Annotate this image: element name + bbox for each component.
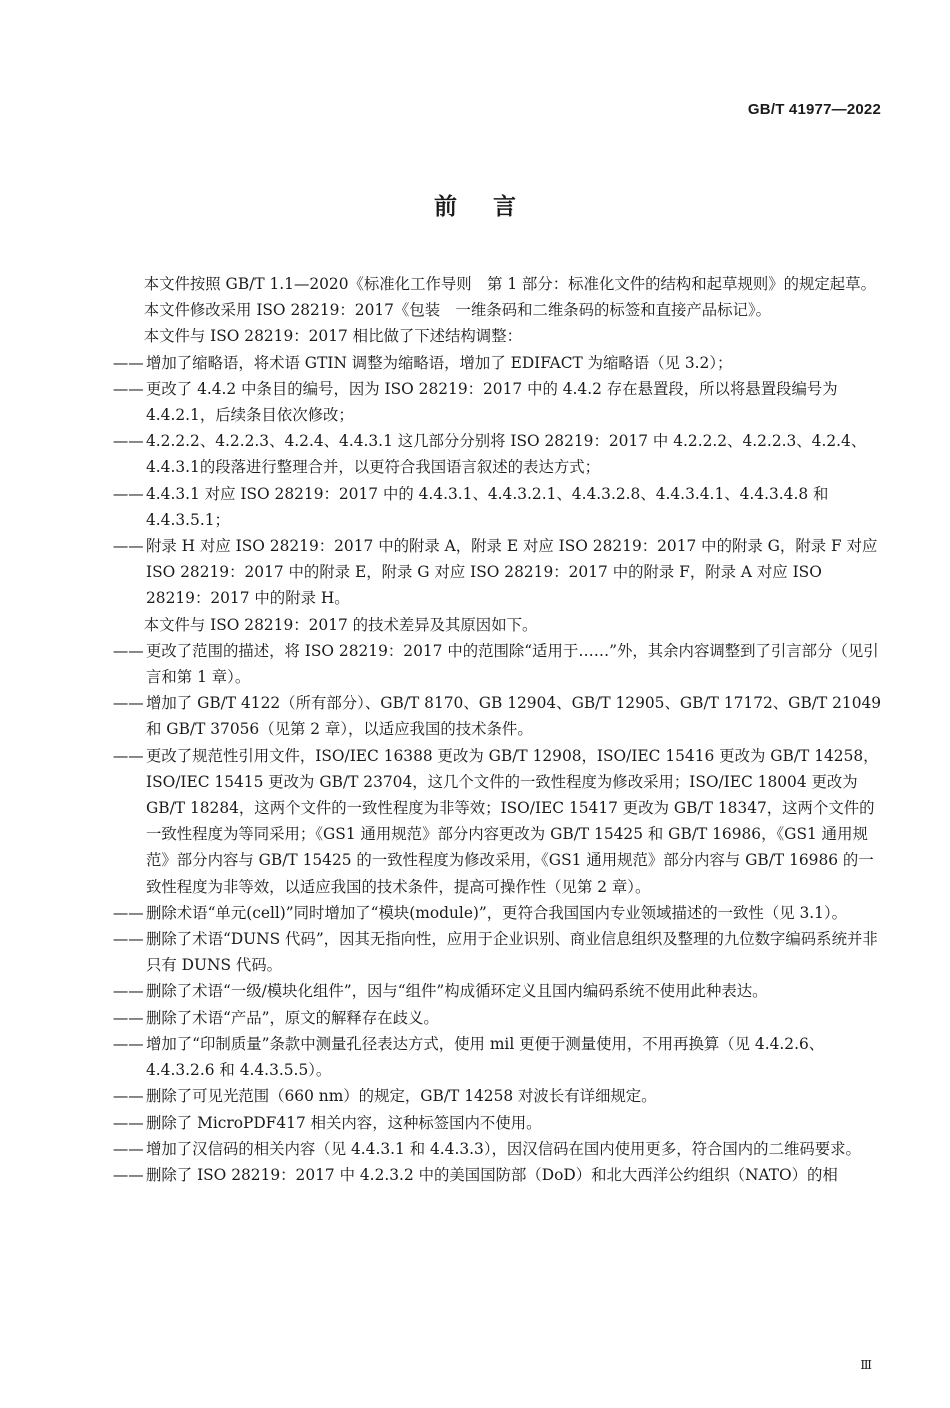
list-item: —— 4.4.3.1 对应 ISO 28219：2017 中的 4.4.3.1、4.4.3.2.1、4.4.3.2.8、4.4.3.4.1、4.4.3.4.8 和 4.4.3.5.1； <box>113 481 886 533</box>
paragraph-drafting-rules: 本文件按照 GB/T 1.1—2020《标准化工作导则 第 1 部分：标准化文件的结构和起草规则》的规定起草。 <box>143 275 876 293</box>
list-item: —— 4.2.2.2、4.2.2.3、4.2.4、4.4.3.1 这几部分分别将 ISO 28219：2017 中 4.2.2.2、4.2.2.3、4.2.4、4.4.3.1的段落进行整理合并，以更符合我国语言叙述的表达方式； <box>113 428 886 480</box>
list-item: —— 增加了缩略语，将术语 GTIN 调整为缩略语，增加了 EDIFACT 为缩略语（见 3.2）； <box>113 350 886 376</box>
list-item: —— 附录 H 对应 ISO 28219：2017 中的附录 A，附录 E 对应 ISO 28219：2017 中的附录 G，附录 F 对应 ISO 28219：2017 中的附录 E，附录 G 对应 ISO 28219：2017 中的附录 F，附录 A 对应 ISO 28219：2017 中的附录 H。 <box>113 533 886 612</box>
dash-marker: —— <box>112 746 144 765</box>
structural-changes-list <box>112 350 886 612</box>
list-item: —— 删除了术语“一级/模块化组件”，因与“组件”构成循环定义且国内编码系统不使用此种表达。 <box>113 978 886 1004</box>
list-item: —— 删除了 MicroPDF417 相关内容，这种标签国内不使用。 <box>113 1110 886 1136</box>
list-item: —— 增加了汉信码的相关内容（见 4.4.3.1 和 4.4.3.3），因汉信码在国内使用更多，符合国内的二维码要求。 <box>113 1136 886 1162</box>
dash-marker: —— <box>112 432 144 451</box>
list-item: —— 更改了规范性引用文件，ISO/IEC 16388 更改为 GB/T 12908，ISO/IEC 15416 更改为 GB/T 14258，ISO/IEC 15415 更改为 GB/T 23704，这几个文件的一致性程度为修改采用；ISO/IEC 18004 更改为 GB/T 18284，这两个文件的一致性程度为非等效；ISO/IEC 15417 更改为 GB/T 18347，这两个文件的一致性程度为等同采用；《GS1 通用规范》部分内容更改为 GB/T 15425 和 GB/T 16986，《GS1 通用规范》部分内容与 GB/T 15425 的一致性程度为修改采用，《GS1 通用规范》部分内容与 GB/T 16986 的一致性程度为非等效，以适应我国的技术条件，提高可操作性（见第 2 章）。 <box>113 743 886 900</box>
technical-differences-list <box>112 638 886 1188</box>
list-item: —— 删除术语“单元(cell)”同时增加了“模块(module)”，更符合我国国内专业领域描述的一致性（见 3.1）。 <box>113 900 886 926</box>
list-item: —— 删除了术语“产品”，原文的解释存在歧义。 <box>113 1005 886 1031</box>
dash-marker: —— <box>112 982 144 1001</box>
standard-number: GB/T 41977—2022 <box>747 101 881 118</box>
list-item: —— 删除了术语“DUNS 代码”，因其无指向性，应用于企业识别、商业信息组织及整理的九位数字编码系统并非只有 DUNS 代码。 <box>113 926 886 978</box>
dash-marker: —— <box>112 484 144 503</box>
list-item: —— 删除了 ISO 28219：2017 中 4.2.3.2 中的美国国防部（DoD）和北大西洋公约组织（NATO）的相 <box>113 1162 886 1188</box>
foreword-body <box>112 271 886 1188</box>
dash-marker: —— <box>112 1139 144 1158</box>
dash-marker: —— <box>112 641 144 660</box>
paragraph-technical-intro: 本文件与 ISO 28219：2017 的技术差异及其原因如下。 <box>143 615 538 634</box>
page-title: 前言 <box>434 194 552 220</box>
dash-marker: —— <box>112 1113 144 1132</box>
dash-marker: —— <box>112 1034 144 1053</box>
dash-marker: —— <box>112 930 144 949</box>
dash-marker: —— <box>112 1165 144 1184</box>
page-number: Ⅲ <box>860 1358 872 1372</box>
dash-marker: —— <box>112 694 144 713</box>
list-item: —— 更改了 4.4.2 中条目的编号，因为 ISO 28219：2017 中的 4.4.2 存在悬置段，所以将悬置段编号为 4.4.2.1，后续条目依次修改； <box>113 376 886 428</box>
dash-marker: —— <box>112 537 144 556</box>
dash-marker: —— <box>112 379 144 398</box>
dash-marker: —— <box>112 1087 144 1106</box>
list-item: —— 增加了 GB/T 4122（所有部分）、GB/T 8170、GB 12904、GB/T 12905、GB/T 17172、GB/T 21049和 GB/T 37056（见第 2 章），以适应我国的技术条件。 <box>113 690 886 742</box>
dash-marker: —— <box>112 1008 144 1027</box>
list-item: —— 删除了可见光范围（660 nm）的规定，GB/T 14258 对波长有详细规定。 <box>113 1083 886 1109</box>
list-item: —— 更改了范围的描述，将 ISO 28219：2017 中的范围除“适用于……”外，其余内容调整到了引言部分（见引言和第 1 章）。 <box>113 638 886 690</box>
list-item: —— 增加了“印制质量”条款中测量孔径表达方式，使用 mil 更便于测量使用，不用再换算（见 4.4.2.6、4.4.3.2.6 和 4.4.3.5.5）。 <box>113 1031 886 1083</box>
paragraph-structural-intro: 本文件与 ISO 28219：2017 相比做了下述结构调整： <box>143 327 522 346</box>
paragraph-adoption: 本文件修改采用 ISO 28219：2017《包装 一维条码和二维条码的标签和直接产品标记》。 <box>143 301 772 320</box>
dash-marker: —— <box>112 903 144 922</box>
dash-marker: —— <box>112 353 144 372</box>
